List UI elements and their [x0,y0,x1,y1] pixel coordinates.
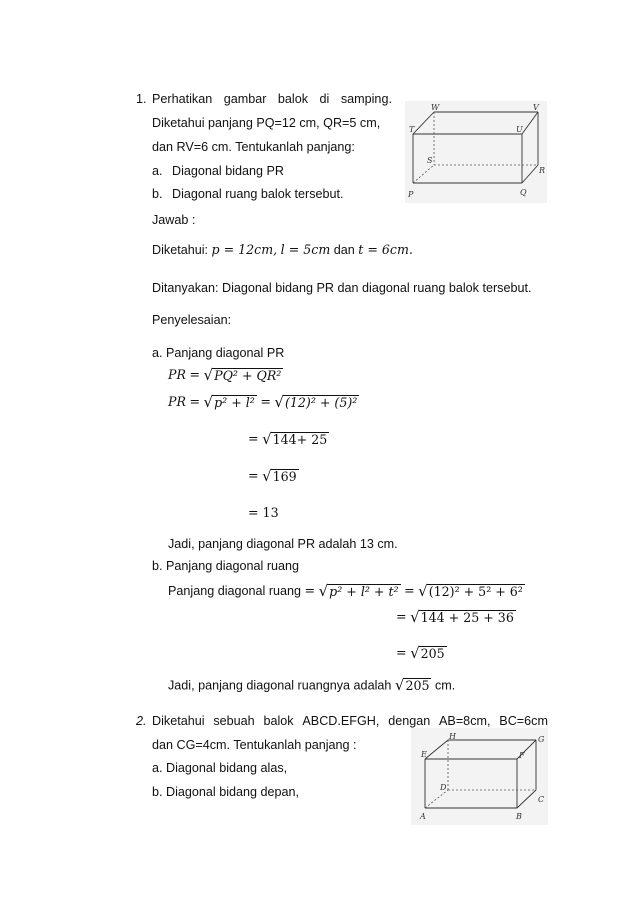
label-t: T [409,125,415,134]
cuboid-figure-abcdefgh [411,728,548,825]
penyelesaian-label: Penyelesaian: [152,313,232,327]
conclusion-a: Jadi, panjang diagonal PR adalah 13 cm. [168,537,398,551]
label-b: B [516,812,522,821]
equation-pr-5: = 13 [248,505,279,520]
q1-number: 1. [136,92,147,106]
label-a: A [420,812,426,821]
q2-item-a: a. Diagonal bidang alas, [152,761,288,775]
label-v: V [533,103,539,112]
q1-line-1: Perhatikan gambar balok di samping. [152,92,392,106]
cuboid-figure-pqrstuvw [405,101,547,203]
equation-ruang-3: = √ 205 [396,644,445,663]
equation-pr-2: PR = √ p² + l² = √ (12)² + (5)² [168,393,358,412]
q2-number: 2. [136,714,147,728]
label-p: P [408,190,414,199]
ditanyakan-line: Ditanyakan: Diagonal bidang PR dan diagonal ruang balok tersebut. [152,281,532,295]
q1-item-a-label: a. [152,164,163,178]
label-e: E [421,750,427,759]
label-q: Q [520,188,527,197]
q2-item-b: b. Diagonal bidang depan, [152,785,300,799]
diketahui-line: Diketahui: p = 12cm, l = 5cm dan t = 6cm. [152,242,413,257]
label-h: H [449,732,456,741]
label-d: D [440,783,447,792]
label-w: W [431,103,440,112]
label-g: G [538,735,545,744]
q1-item-b: Diagonal ruang balok tersebut. [172,187,344,201]
q1-line-2: Diketahui panjang PQ=12 cm, QR=5 cm, [152,116,381,130]
label-c: C [538,795,545,804]
label-u: U [516,125,523,134]
label-r: R [539,166,546,175]
equation-pr-3: = √ 144+ 25 [248,430,328,449]
label-f: F [519,751,525,760]
conclusion-b: Jadi, panjang diagonal ruangnya adalah √ 205 cm. [168,676,456,695]
part-b-title: b. Panjang diagonal ruang [152,559,300,573]
equation-ruang-1: Panjang diagonal ruang = √ p² + l² + t² = √ (12)² + 5² + 6² [168,582,523,601]
equation-pr-4: = √ 169 [248,467,297,486]
q1-item-a: Diagonal bidang PR [172,164,285,178]
q1-line-3: dan RV=6 cm. Tentukanlah panjang: [152,140,355,154]
q1-item-b-label: b. [152,187,163,201]
label-s: S [427,156,433,165]
q2-line-1: Diketahui sebuah balok ABCD.EFGH, dengan AB=8cm, BC=6cm [152,714,548,728]
q2-line-2: dan CG=4cm. Tentukanlah panjang : [152,738,357,752]
equation-ruang-2: = √ 144 + 25 + 36 [396,608,514,627]
equation-pr-1: PR = √ PQ² + QR² [168,366,282,385]
part-a-title: a. Panjang diagonal PR [152,346,285,360]
jawab-label: Jawab : [152,213,196,227]
